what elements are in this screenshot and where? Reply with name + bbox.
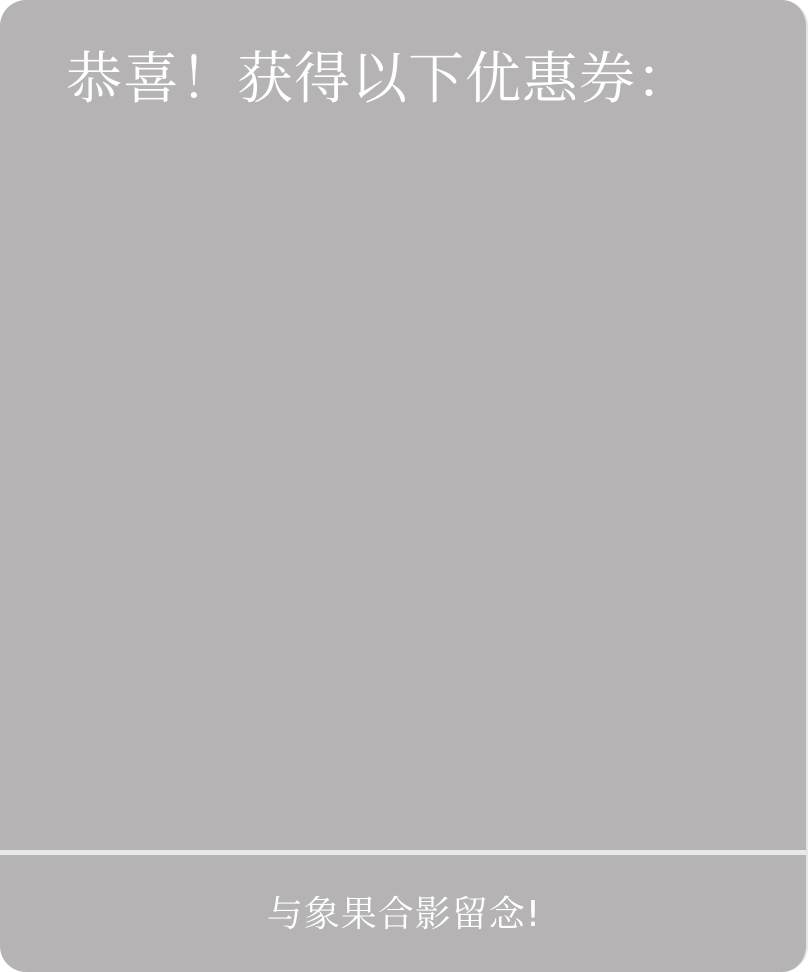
coupon-list-area bbox=[0, 140, 808, 850]
coupon-popup-title: 恭喜！获得以下优惠券： bbox=[66, 47, 693, 112]
popup-footer bbox=[0, 855, 808, 972]
footer-caption: 与象果合影留念! bbox=[266, 894, 542, 935]
